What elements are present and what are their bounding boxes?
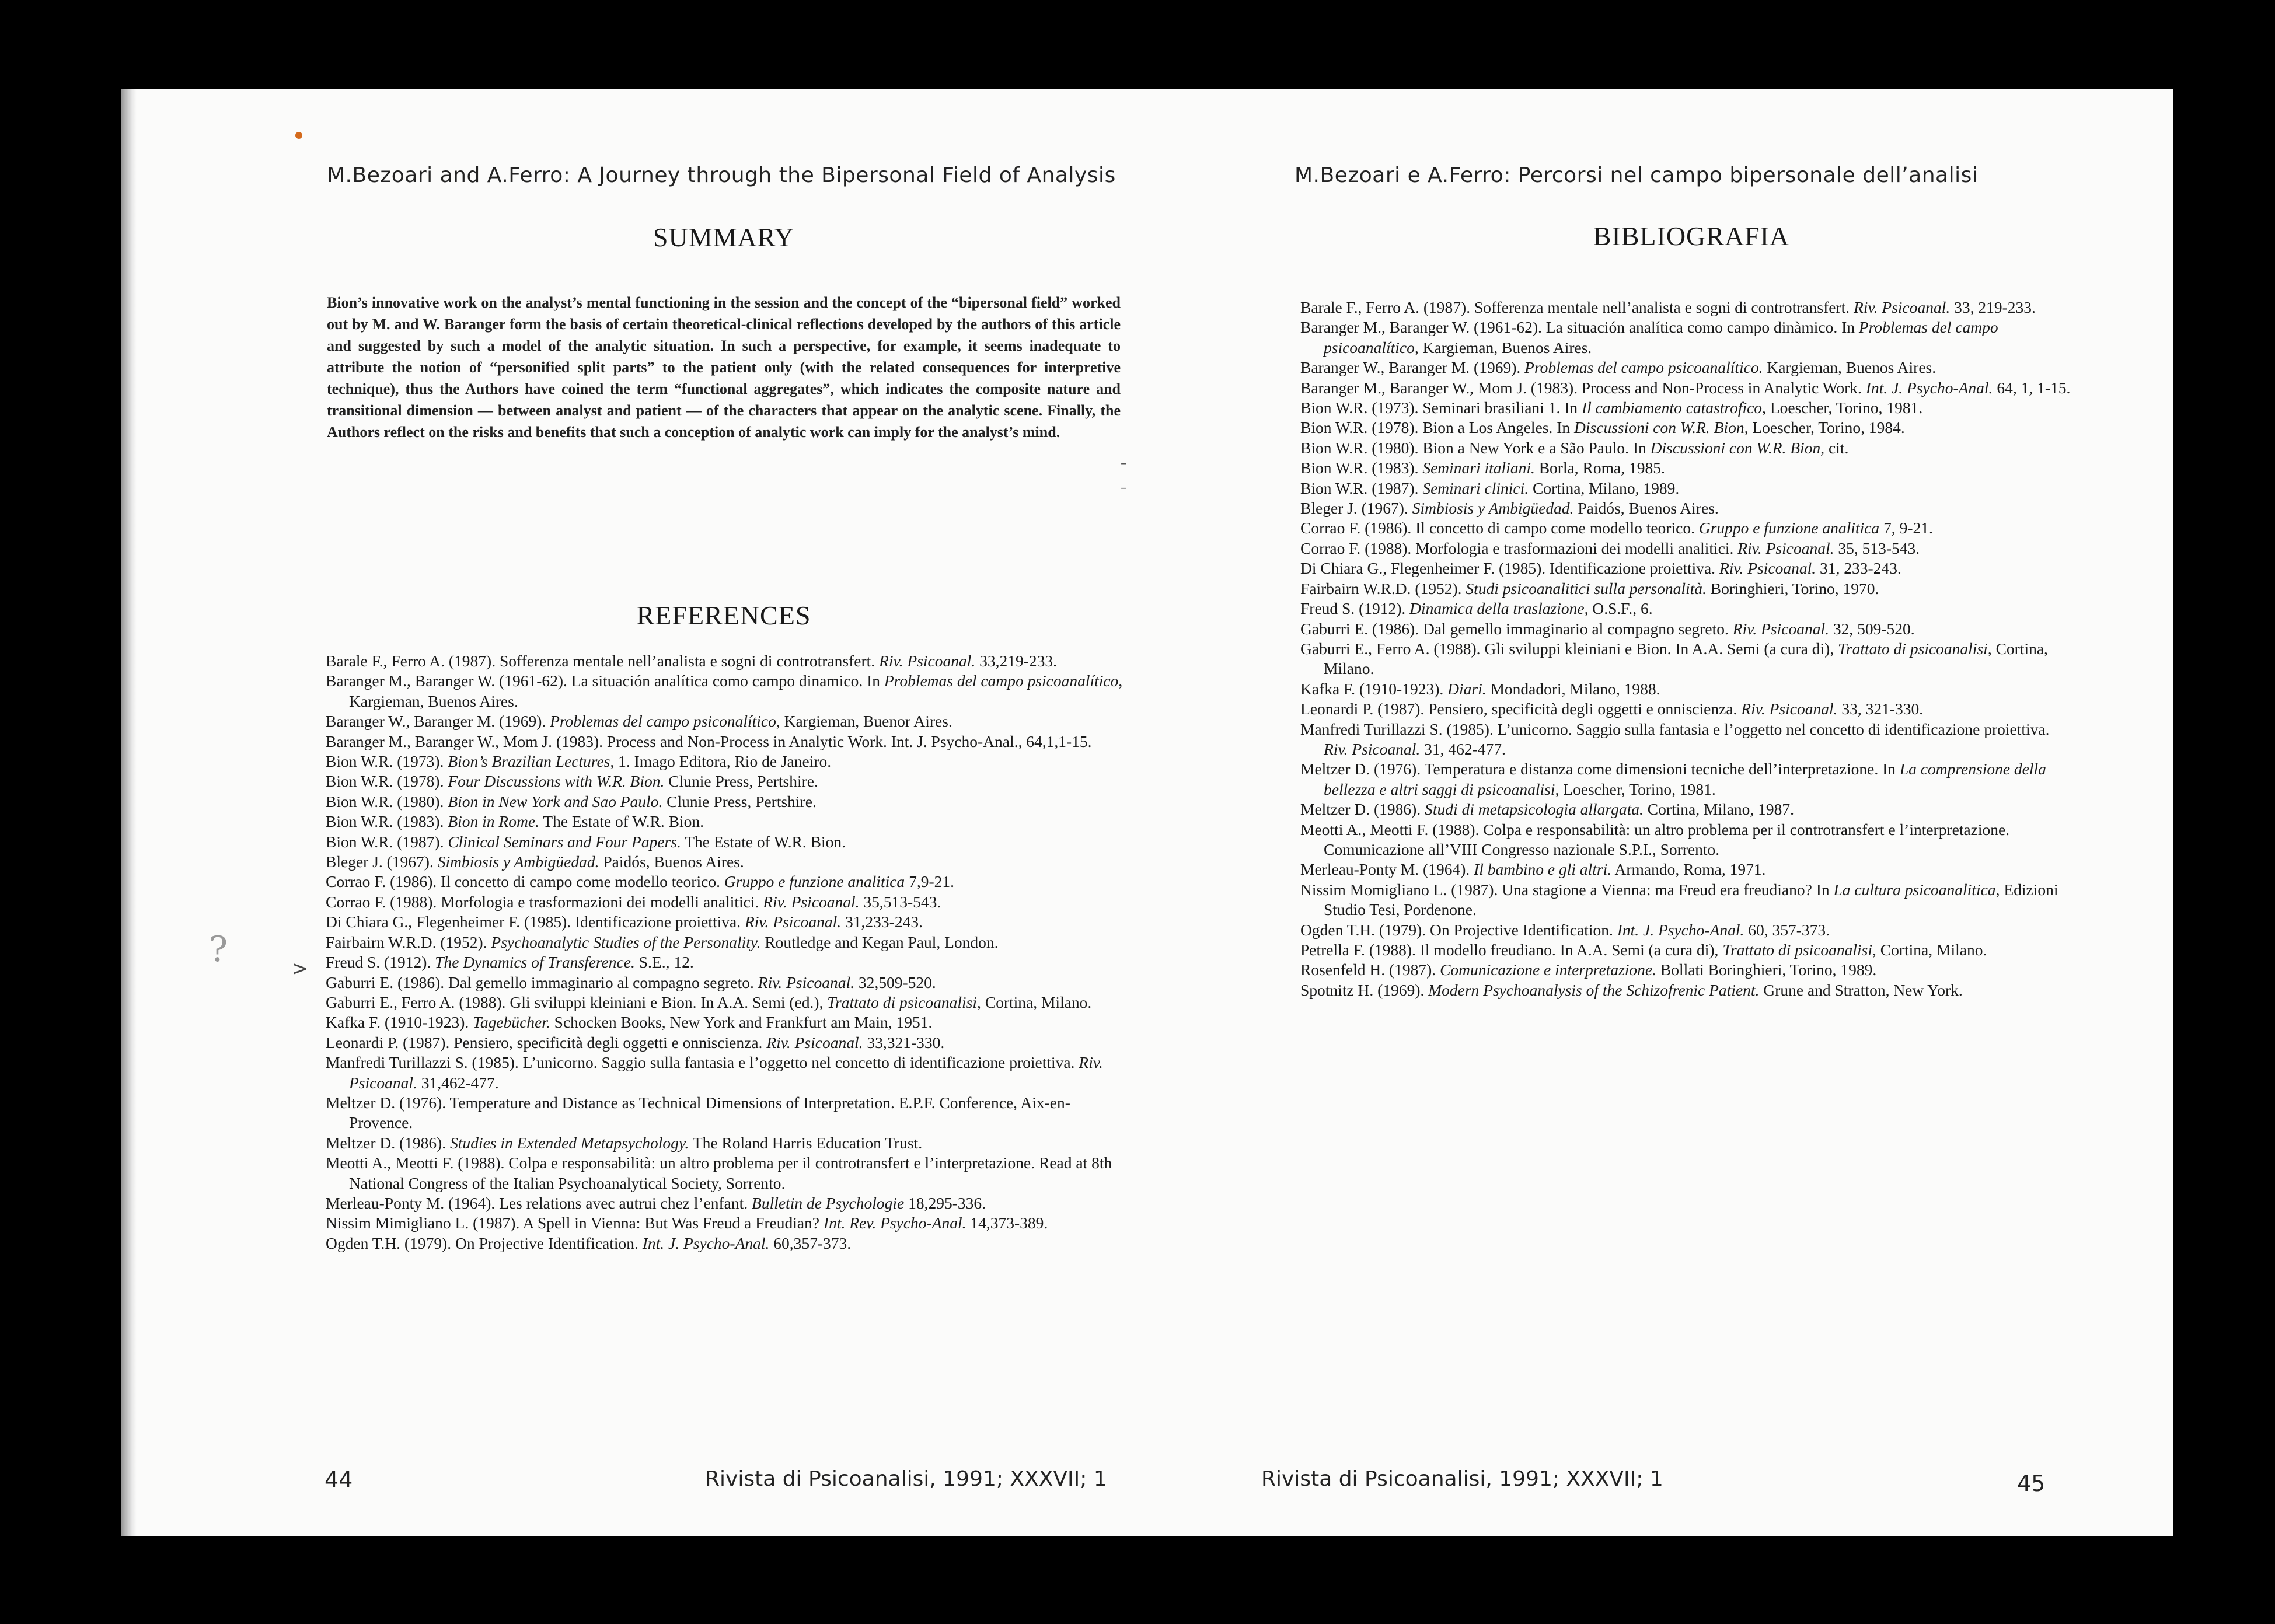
handwritten-annotation-mark: ? (209, 929, 228, 970)
reference-text-part: Meltzer D. (1976). Temperature and Distance as Technical Dimensions of Interpretation. E.P.F. Conference, Aix-en-Provence. (326, 1093, 1070, 1132)
reference-entry (1300, 558, 2077, 578)
reference-text-part: , Cortina, Milano. (1324, 639, 2048, 678)
reference-italic-part: The Dynamics of Transference. (435, 953, 635, 972)
reference-text-part: Bion W.R. (1978). Bion a Los Angeles. In (1300, 418, 1575, 437)
reference-entry (1300, 479, 2077, 498)
reference-text-part: Meotti A., Meotti F. (1988). Colpa e responsabilità: un altro problema per il controtransfert e l’interpretazione. Read at 8th National Congress of the Italian Psychoanalytical Society, Sorrento. (326, 1154, 1112, 1192)
reference-text-part: Barale F., Ferro A. (1987). Sofferenza mentale nell’analista e sogni di controtransfert. (1300, 298, 1854, 316)
reference-italic-part: Modern Psychoanalysis of the Schizofrenic Patient. (1428, 980, 1760, 999)
reference-italic-part: Riv. Psicoanal. (744, 913, 842, 931)
reference-text-part: , Kargieman, Buenos Aires. (1414, 338, 1592, 357)
reference-italic-part: Riv. Psicoanal. (879, 652, 976, 670)
reference-text-part: , Loescher, Torino, 1981. (1555, 780, 1716, 798)
reference-text-part: Meltzer D. (1976). Temperatura e distanza come dimensioni tecniche dell’interpretazione. In (1300, 760, 1900, 778)
reference-text-part: Corrao F. (1986). Il concetto di campo come modello teorico. (326, 872, 724, 891)
reference-italic-part: Bion in New York and Sao Paulo. (448, 792, 663, 811)
reference-italic-part: Seminari italiani. (1422, 459, 1535, 477)
reference-entry (326, 752, 1125, 771)
reference-text-part: 35, 513-543. (1834, 539, 1920, 557)
reference-italic-part: Riv. Psicoanal. (766, 1033, 863, 1052)
reference-entry (1300, 720, 2077, 760)
reference-entry (326, 993, 1125, 1012)
reference-entry (1300, 619, 2077, 639)
reference-entry (1300, 880, 2077, 920)
reference-text-part: Clunie Press, Pertshire. (664, 772, 818, 791)
reference-entry (326, 912, 1125, 932)
reference-text-part: Baranger M., Baranger W., Mom J. (1983). Process and Non-Process in Analytic Work. (1300, 378, 1866, 397)
journal-footer-right: Rivista di Psicoanalisi, 1991; XXXVII; 1 (1261, 1467, 1663, 1491)
reference-italic-part: Riv. Psicoanal. (1719, 559, 1816, 578)
reference-entry (1300, 378, 2077, 398)
reference-italic-part: Tagebücher. (473, 1013, 550, 1032)
reference-text-part: 33, 219-233. (1950, 298, 2036, 316)
reference-text-part: Bion W.R. (1980). (326, 792, 448, 811)
reference-text-part: Mondadori, Milano, 1988. (1486, 679, 1660, 698)
reference-italic-part: Riv. Psicoanal. (349, 1053, 1103, 1092)
reference-entry (1300, 980, 2077, 1000)
reference-text-part: Ogden T.H. (1979). On Projective Identification. (326, 1234, 643, 1252)
left-page (121, 89, 1147, 1536)
reference-text-part: Paidós, Buenos Aires. (599, 853, 744, 871)
reference-italic-part: Riv. Psicoanal. (1324, 739, 1421, 758)
reference-entry (1300, 358, 2077, 378)
reference-italic-part: Clinical Seminars and Four Papers. (448, 832, 681, 851)
reference-text-part: The Roland Harris Education Trust. (689, 1133, 923, 1152)
reference-text-part: 35,513-543. (859, 892, 941, 911)
reference-text-part: Clunie Press, Pertshire. (662, 792, 817, 811)
reference-entry (1300, 639, 2077, 679)
page-number-right: 45 (2017, 1471, 2046, 1496)
reference-italic-part: Bulletin de Psychologie (752, 1193, 905, 1212)
reference-entry (1300, 458, 2077, 478)
reference-entry (326, 872, 1125, 892)
reference-italic-part: Problemas del campo psiconalítico (550, 712, 776, 731)
reference-entry (1300, 418, 2077, 438)
reference-italic-part: Problemas del campo psicoanalítico. (1524, 358, 1763, 377)
reference-italic-part: Riv. Psicoanal. (763, 892, 860, 911)
reference-text-part: , 1. Imago Editora, Rio de Janeiro. (610, 752, 832, 771)
reference-entry (1300, 317, 2077, 358)
reference-text-part: Armando, Roma, 1971. (1611, 860, 1766, 879)
reference-italic-part: Seminari clinici. (1422, 479, 1529, 497)
reference-entry (326, 1234, 1125, 1253)
reference-italic-part: Discussioni con W.R. Bion (1650, 438, 1821, 457)
reference-entry (326, 1033, 1125, 1053)
reference-italic-part: Gruppo e funzione analitica (1698, 519, 1880, 537)
reference-entry (1300, 298, 2077, 317)
reference-italic-part: Riv. Psicoanal. (1737, 539, 1834, 557)
reference-italic-part: Bion’s Brazilian Lectures (448, 752, 610, 771)
reference-text-part: Boringhieri, Torino, 1970. (1706, 579, 1879, 598)
reference-text-part: Petrella F. (1988). Il modello freudiano. In A.A. Semi (a cura di), (1300, 941, 1723, 959)
reference-entry (326, 671, 1125, 711)
reference-text-part: 32,509-520. (854, 973, 936, 991)
reference-text-part: 64, 1, 1-15. (1993, 378, 2071, 397)
reference-text-part: Kargieman, Buenos Aires. (1763, 358, 1936, 377)
reference-text-part: , Loescher, Torino, 1981. (1762, 399, 1923, 417)
reference-text-part: Bion W.R. (1987). (1300, 479, 1423, 497)
reference-text-part: The Estate of W.R. Bion. (681, 832, 846, 851)
reference-text-part: Baranger W., Baranger M. (1969). (1300, 358, 1525, 377)
reference-italic-part: Int. J. Psycho-Anal. (1865, 378, 1993, 397)
reference-italic-part: Il bambino e gli altri. (1474, 860, 1612, 879)
reference-text-part: 32, 509-520. (1829, 619, 1915, 638)
reference-italic-part: Riv. Psicoanal. (1741, 700, 1838, 718)
reference-entry (326, 1193, 1125, 1213)
reference-italic-part: Studi psicoanalitici sulla personalità. (1466, 579, 1707, 598)
reference-entry (1300, 820, 2077, 860)
reference-text-part: 33, 321-330. (1837, 700, 1924, 718)
reference-text-part: Gaburri E., Ferro A. (1988). Gli sviluppi kleiniani e Bion. In A.A. Semi (a cura di), (1300, 639, 1838, 658)
summary-title: SUMMARY (653, 222, 795, 252)
reference-entry (326, 973, 1125, 993)
journal-footer-left: Rivista di Psicoanalisi, 1991; XXXVII; 1 (705, 1467, 1107, 1491)
reference-italic-part: Trattato di psicoanalisi (827, 993, 977, 1011)
reference-text-part: , Edizioni Studio Tesi, Pordenone. (1324, 880, 2058, 919)
reference-text-part: , Cortina, Milano. (1872, 941, 1987, 959)
reference-entry (1300, 920, 2077, 940)
reference-text-part: Bion W.R. (1973). Seminari brasiliani 1. In (1300, 399, 1582, 417)
reference-italic-part: Studi di metapsicologia allargata. (1425, 800, 1644, 819)
reference-italic-part: Bion in Rome. (448, 812, 539, 831)
summary-text: Bion’s innovative work on the analyst’s mental functioning in the session and the concept of the “bipersonal field” worked out by M. and W. Baranger form the basis of certain theoretical-clinical reflections developed by the authors of this article and suggested by such a model of the analytic situation. In such a perspective, for example, it seems inadequate to attribute the notion of “personified split parts” to the patient only (with the related consequences for interpretive technique), thus the Authors have coined the term “functional aggregates”, which indicates the composite nature and transitional dimension — between analyst and patient — of the characters that appear on the analytic scene. Finally, the Authors reflect on the risks and benefits that such a conception of analytic work can imply for the analyst’s mind. (327, 294, 1121, 441)
reference-entry (326, 892, 1125, 912)
reference-text-part: Borla, Roma, 1985. (1534, 459, 1665, 477)
reference-text-part: Bion W.R. (1973). (326, 752, 448, 771)
running-head-right: M.Bezoari e A.Ferro: Percorsi nel campo bipersonale dell’analisi (1294, 163, 1979, 187)
reference-text-part: Gaburri E. (1986). Dal gemello immaginario al compagno segreto. (326, 973, 758, 991)
reference-text-part: Kafka F. (1910-1923). (1300, 679, 1448, 698)
reference-text-part: Kafka F. (1910-1923). (326, 1013, 473, 1032)
reference-text-part: Gaburri E. (1986). Dal gemello immaginario al compagno segreto. (1300, 619, 1733, 638)
references-list (326, 651, 1125, 1253)
reference-text-part: Rosenfeld H. (1987). (1300, 961, 1440, 979)
reference-entry (1300, 699, 2077, 719)
reference-text-part: Schocken Books, New York and Frankfurt am Main, 1951. (550, 1013, 933, 1032)
reference-text-part: , Kargieman, Buenor Aires. (776, 712, 952, 731)
reference-text-part: Merleau-Ponty M. (1964). (1300, 860, 1474, 879)
reference-text-part: Ogden T.H. (1979). On Projective Identification. (1300, 920, 1617, 939)
bibliography-list (1300, 298, 2077, 1000)
reference-text-part: Manfredi Turillazzi S. (1985). L’unicorno. Saggio sulla fantasia e l’oggetto nel concetto di identificazione proiettiva. (326, 1053, 1079, 1072)
reference-text-part: 31,462-477. (417, 1073, 499, 1092)
page-number-left: 44 (324, 1467, 353, 1493)
book-spread (121, 89, 2173, 1536)
reference-entry (326, 1093, 1125, 1133)
reference-text-part: 31,233-243. (841, 913, 923, 931)
reference-italic-part: Il cambiamento catastrofico (1581, 399, 1763, 417)
reference-text-part: Bion W.R. (1983). (326, 812, 448, 831)
reference-text-part: Meltzer D. (1986). (1300, 800, 1425, 819)
reference-entry (1300, 599, 2077, 619)
reference-text-part: Routledge and Kegan Paul, London. (760, 933, 999, 951)
reference-entry (326, 933, 1125, 952)
reference-entry (1300, 498, 2077, 518)
reference-italic-part: Riv. Psicoanal. (1854, 298, 1951, 316)
reference-text-part: , Loescher, Torino, 1984. (1744, 418, 1905, 437)
reference-text-part: Fairbairn W.R.D. (1952). (1300, 579, 1466, 598)
reference-text-part: S.E., 12. (634, 953, 694, 972)
reference-text-part: , cit. (1820, 438, 1849, 457)
reference-entry (326, 952, 1125, 972)
reference-text-part: Merleau-Ponty M. (1964). Les relations avec autrui chez l’enfant. (326, 1193, 752, 1212)
reference-entry (326, 1213, 1125, 1233)
reference-text-part: The Estate of W.R. Bion. (539, 812, 704, 831)
reference-entry (326, 732, 1125, 752)
reference-entry (326, 792, 1125, 812)
reference-entry (326, 812, 1125, 832)
reference-text-part: Corrao F. (1988). Morfologia e trasformazioni dei modelli analitici. (1300, 539, 1738, 557)
reference-entry (326, 1012, 1125, 1032)
reference-text-part: Meltzer D. (1986). (326, 1133, 451, 1152)
reference-entry (326, 1053, 1125, 1093)
reference-italic-part: La cultura psicoanalitica (1833, 880, 1996, 899)
reference-text-part: Meotti A., Meotti F. (1988). Colpa e responsabilità: un altro problema per il controtransfert e l’interpretazione. Comunicazione all’VIII Congresso nazionale S.P.I., Sorrento. (1300, 820, 2010, 858)
reference-text-part: 7,9-21. (905, 872, 954, 891)
handwritten-arrow-mark: > (292, 957, 309, 980)
margin-dash-mark: – (1121, 456, 1127, 471)
reference-text-part: Bleger J. (1967). (326, 853, 438, 871)
reference-text-part: Di Chiara G., Flegenheimer F. (1985). Identificazione proiettiva. (326, 913, 745, 931)
reference-text-part: Barale F., Ferro A. (1987). Sofferenza mentale nell’analista e sogni di controtransfert. (326, 652, 880, 670)
reference-entry (326, 1153, 1125, 1193)
reference-text-part: , Cortina, Milano. (976, 993, 1092, 1011)
reference-italic-part: Trattato di psicoanalisi (1722, 941, 1873, 959)
reference-text-part: Bion W.R. (1980). Bion a New York e a São Paulo. In (1300, 438, 1651, 457)
reference-entry (326, 711, 1125, 731)
reference-entry (1300, 860, 2077, 879)
reference-text-part: 7, 9-21. (1879, 519, 1933, 537)
reference-entry (1300, 759, 2077, 799)
reference-italic-part: Studies in Extended Metapsychology. (450, 1133, 689, 1152)
reference-text-part: 60, 357-373. (1744, 920, 1830, 939)
reference-italic-part: Gruppo e funzione analitica (724, 872, 905, 891)
reference-text-part: 14,373-389. (966, 1214, 1048, 1232)
reference-text-part: 31, 233-243. (1816, 559, 1901, 578)
reference-text-part: Spotnitz H. (1969). (1300, 980, 1429, 999)
reference-entry (1300, 398, 2077, 418)
reference-text-part: Corrao F. (1988). Morfologia e trasformazioni dei modelli analitici. (326, 892, 763, 911)
reference-text-part: Baranger M., Baranger W., Mom J. (1983). Process and Non-Process in Analytic Work. Int. J. Psycho-Anal., 64,1,1-15. (326, 732, 1092, 750)
running-head-left: M.Bezoari and A.Ferro: A Journey through the Bipersonal Field of Analysis (327, 163, 1116, 187)
reference-entry (1300, 940, 2077, 960)
reference-text-part: Baranger W., Baranger M. (1969). (326, 712, 550, 731)
reference-text-part: 33,219-233. (975, 652, 1058, 670)
reference-text-part: Nissim Momigliano L. (1987). Una stagione a Vienna: ma Freud era freudiano? In (1300, 880, 1834, 899)
reference-text-part: Gaburri E., Ferro A. (1988). Gli sviluppi kleiniani e Bion. In A.A. Semi (ed.), (326, 993, 828, 1011)
reference-italic-part: Problemas del campo psicoanalítico (884, 672, 1119, 690)
reference-italic-part: Riv. Psicoanal. (758, 973, 854, 991)
reference-text-part: Bion W.R. (1978). (326, 772, 448, 791)
margin-dash-mark: – (1121, 481, 1127, 495)
reference-text-part: Corrao F. (1986). Il concetto di campo come modello teorico. (1300, 519, 1699, 537)
reference-italic-part: Psychoanalytic Studies of the Personality. (491, 933, 761, 951)
reference-text-part: Paidós, Buenos Aires. (1573, 499, 1719, 518)
reference-italic-part: Comunicazione e interpretazione. (1440, 961, 1657, 979)
reference-entry (1300, 579, 2077, 599)
reference-entry (1300, 679, 2077, 699)
reference-text-part: Bion W.R. (1983). (1300, 459, 1423, 477)
reference-italic-part: Simbiosis y Ambigüedad. (437, 853, 599, 871)
reference-text-part: Grune and Stratton, New York. (1759, 980, 1963, 999)
reference-text-part: Bollati Boringhieri, Torino, 1989. (1656, 961, 1877, 979)
reference-text-part: 18,295-336. (904, 1193, 986, 1212)
reference-text-part: Leonardi P. (1987). Pensiero, specificità degli oggetti e onniscienza. (326, 1033, 767, 1052)
reference-italic-part: Riv. Psicoanal. (1732, 619, 1829, 638)
reference-italic-part: Int. Rev. Psycho-Anal. (823, 1214, 966, 1232)
reference-text-part: Bion W.R. (1987). (326, 832, 448, 851)
reference-text-part: Bleger J. (1967). (1300, 499, 1412, 518)
reference-italic-part: Four Discussions with W.R. Bion. (448, 772, 665, 791)
right-page (1147, 89, 2173, 1536)
reference-entry (1300, 799, 2077, 819)
reference-italic-part: Int. J. Psycho-Anal. (642, 1234, 770, 1252)
reference-text-part: Nissim Mimigliano L. (1987). A Spell in Vienna: But Was Freud a Freudian? (326, 1214, 824, 1232)
reference-text-part: Leonardi P. (1987). Pensiero, specificità degli oggetti e onniscienza. (1300, 700, 1742, 718)
reference-entry (1300, 960, 2077, 980)
reference-text-part: Freud S. (1912). (326, 953, 435, 972)
reference-entry (1300, 518, 2077, 538)
reference-text-part: Manfredi Turillazzi S. (1985). L’unicorno. Saggio sulla fantasia e l’oggetto nel concetto di identificazione proiettiva. (1300, 720, 2050, 738)
reference-entry (326, 832, 1125, 852)
reference-italic-part: Int. J. Psycho-Anal. (1617, 920, 1744, 939)
bibliography-title: BIBLIOGRAFIA (1593, 221, 1790, 251)
reference-entry (326, 771, 1125, 791)
reference-entry (326, 651, 1125, 671)
references-title: REFERENCES (636, 600, 811, 630)
reference-entry (1300, 438, 2077, 458)
reference-italic-part: La comprensione della bellezza e altri saggi di psicoanalisi (1324, 760, 2046, 798)
reference-italic-part: Trattato di psicoanalisi (1838, 639, 1988, 658)
reference-italic-part: Problemas del campo psicoanalítico (1324, 318, 1998, 357)
reference-entry (326, 1133, 1125, 1153)
reference-text-part: Baranger M., Baranger W. (1961-62). La situación analítica como campo dinamico. In (326, 672, 884, 690)
reference-italic-part: Simbiosis y Ambigüedad. (1412, 499, 1574, 518)
reference-text-part: 60,357-373. (769, 1234, 852, 1252)
reference-italic-part: Dinamica della traslazione (1409, 599, 1585, 618)
reference-text-part: Baranger M., Baranger W. (1961-62). La situación analítica como campo dinàmico. In (1300, 318, 1859, 337)
reference-entry (1300, 539, 2077, 558)
reference-text-part: , O.S.F., 6. (1584, 599, 1653, 618)
reference-text-part: Di Chiara G., Flegenheimer F. (1985). Identificazione proiettiva. (1300, 559, 1719, 578)
reference-text-part: Fairbairn W.R.D. (1952). (326, 933, 491, 951)
reference-italic-part: Discussioni con W.R. Bion (1574, 418, 1744, 437)
reference-text-part: Freud S. (1912). (1300, 599, 1410, 618)
reference-text-part: , Kargieman, Buenos Aires. (349, 672, 1123, 710)
reference-text-part: 33,321-330. (863, 1033, 945, 1052)
reference-italic-part: Diari. (1447, 679, 1487, 698)
reference-entry (326, 852, 1125, 872)
reference-text-part: 31, 462-477. (1420, 739, 1506, 758)
reference-text-part: Cortina, Milano, 1987. (1643, 800, 1795, 819)
reference-text-part: Cortina, Milano, 1989. (1529, 479, 1680, 497)
